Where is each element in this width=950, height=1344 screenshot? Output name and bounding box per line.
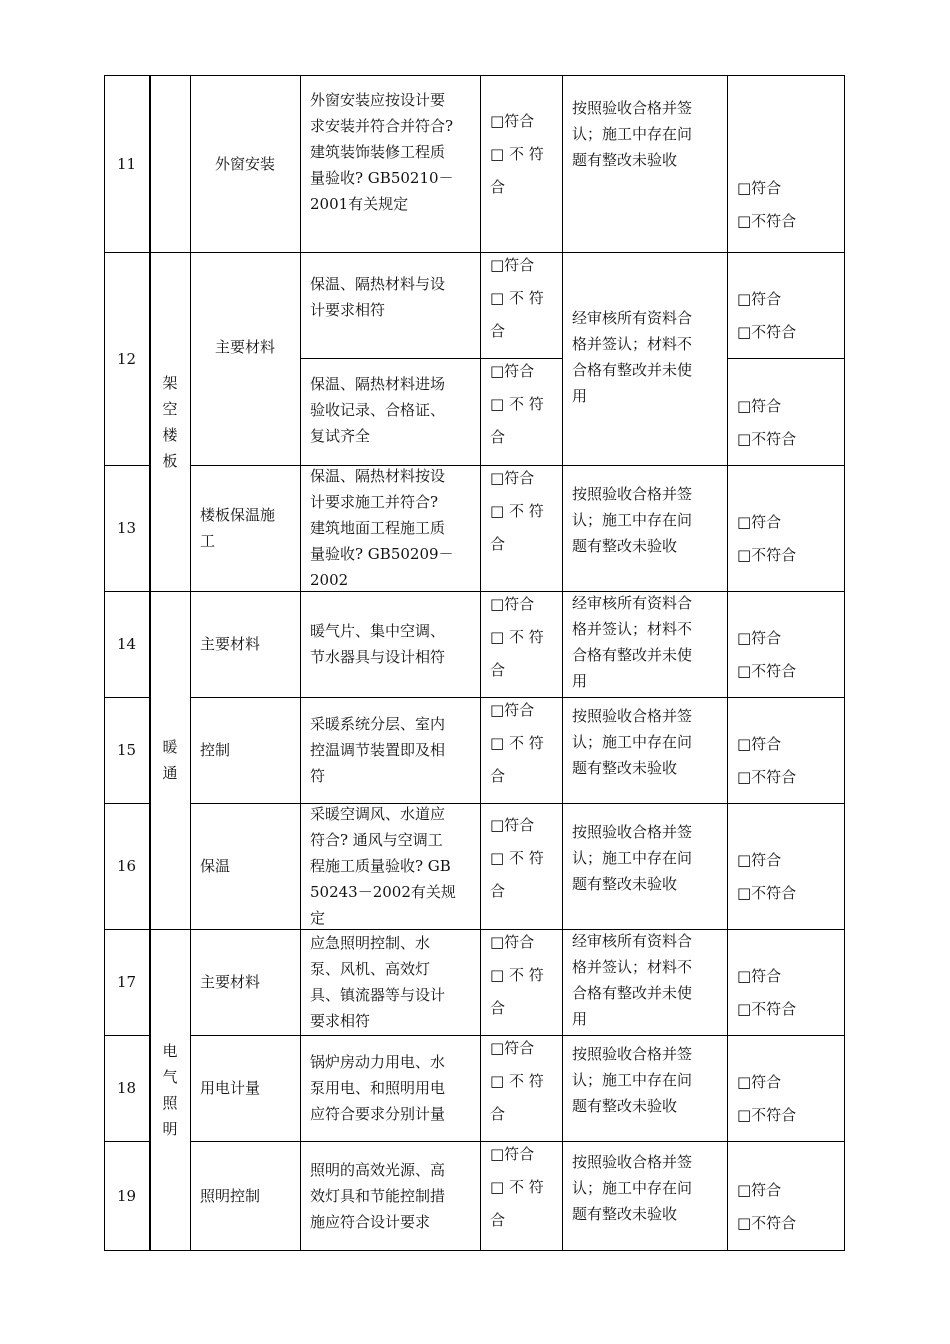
compliance-check-line: □符合 [490,112,535,130]
requirement-text [310,463,480,593]
group-label-roof [160,370,180,474]
requirement-text-line: 验收记录、合格证、 [310,401,446,419]
row-number-line: 19 [116,1187,137,1205]
requirement-text [310,711,480,789]
verification-text-line: 格并签认；材料不 [572,958,693,976]
row-number [104,969,149,995]
compliance-check-line: □符合 [490,1145,535,1163]
verification-text-line: 按照验收合格并签 [572,1153,693,1171]
item-name-line: 外窗安装 [214,155,275,173]
verification-text [572,1041,732,1119]
item-name [190,151,300,177]
verification-text [572,819,732,897]
requirement-text [310,618,480,670]
requirement-text-line: 泵用电、和照明用电 [310,1079,446,1097]
compliance-check [490,694,570,793]
row-number [104,1183,149,1209]
item-name [200,737,300,763]
requirement-text-line: 计要求相符 [310,301,386,319]
verification-text [572,928,732,1032]
grid-line [190,465,300,466]
compliance-check [490,588,570,687]
compliance-check [490,926,570,1025]
row-number-line: 17 [116,973,137,991]
compliance-check [490,1138,570,1237]
verification-text-line: 题有整改未验收 [572,759,678,777]
row-number-line: 13 [116,519,137,537]
result-check-line: □不符合 [737,1000,797,1018]
requirement-text-line: 照明的高效光源、高 [310,1161,446,1179]
compliance-check-line: □符合 [490,469,535,487]
row-number-line: 15 [116,741,137,759]
item-name-line: 主要材料 [214,338,275,356]
result-check [737,728,837,794]
requirement-text [310,371,480,449]
row-number-line: 12 [116,350,137,368]
compliance-check [490,809,570,908]
compliance-check-line: □ 不 符 [490,145,544,163]
requirement-text-line: 建筑地面工程施工质 [310,519,446,537]
result-check [737,390,837,456]
group-label-electric-line: 气 [162,1068,178,1086]
compliance-check-line: 合 [490,535,506,553]
row-number [104,1075,149,1101]
verification-text [572,703,732,781]
compliance-check-line: □符合 [490,701,535,719]
result-check [737,622,837,688]
result-check [737,172,837,238]
item-name [200,853,300,879]
result-check-line: □不符合 [737,546,797,564]
requirement-text-line: 2002 [310,571,349,589]
item-name-line: 用电计量 [200,1079,261,1097]
item-name-line: 保温 [200,857,231,875]
requirement-text-line: 求安装并符合并符合? [310,117,454,135]
result-check-line: □符合 [737,735,782,753]
item-name [200,1183,300,1209]
group-label-electric-line: 明 [162,1120,178,1138]
compliance-check-line: □符合 [490,256,535,274]
item-name-line: 工 [200,532,216,550]
verification-text-line: 用 [572,1010,588,1028]
requirement-text-line: 外窗安装应按设计要 [310,91,446,109]
verification-text-line: 认；施工中存在问 [572,733,693,751]
verification-text-line: 按照验收合格并签 [572,1045,693,1063]
item-name-line: 楼板保温施 [200,506,276,524]
compliance-check [490,1032,570,1131]
grid-line [104,1141,149,1142]
item-name-line: 主要材料 [200,635,261,653]
row-number-line: 11 [116,155,137,173]
result-check [737,1066,837,1132]
item-name [200,502,300,554]
requirement-text-line: 建筑装饰装修工程质 [310,143,446,161]
compliance-check-line: 合 [490,1105,506,1123]
verification-text-line: 认；施工中存在问 [572,1071,693,1089]
row-number [104,631,149,657]
verification-text-line: 题有整改未验收 [572,151,678,169]
verification-text-line: 按照验收合格并签 [572,99,693,117]
result-check-line: □不符合 [737,768,797,786]
grid-line [190,803,845,804]
requirement-text-line: 2001有关规定 [310,195,409,213]
result-check-line: □符合 [737,851,782,869]
requirement-text-line: 暖气片、集中空调、 [310,622,446,640]
verification-text [572,95,732,173]
item-name-line: 控制 [200,741,231,759]
requirement-text-line: 要求相符 [310,1012,371,1030]
result-check-line: □符合 [737,1073,782,1091]
verification-text-line: 认；施工中存在问 [572,849,693,867]
group-label-hvac-line: 暖 [162,738,178,756]
compliance-check-line: □ 不 符 [490,1072,544,1090]
compliance-check-line: □ 不 符 [490,966,544,984]
verification-text-line: 题有整改未验收 [572,537,678,555]
verification-text-line: 合格有整改并未使 [572,361,693,379]
compliance-check-line: □符合 [490,933,535,951]
requirement-text-line: 符 [310,767,326,785]
group-label-roof-line: 楼 [162,426,178,444]
group-label-electric [160,1038,180,1142]
result-check-line: □符合 [737,179,782,197]
result-check-line: □符合 [737,290,782,308]
requirement-text-line: 保温、隔热材料进场 [310,375,446,393]
result-check-line: □不符合 [737,1214,797,1232]
item-name [200,631,300,657]
compliance-check-line: 合 [490,1211,506,1229]
requirement-text-line: 计要求施工并符合? [310,493,439,511]
compliance-check [490,462,570,561]
result-check [737,1174,837,1240]
requirement-text [310,1049,480,1127]
verification-text-line: 格并签认；材料不 [572,620,693,638]
result-check-line: □符合 [737,967,782,985]
group-label-roof-line: 空 [162,400,178,418]
group-label-electric-line: 电 [162,1042,178,1060]
requirement-text [310,271,480,323]
verification-text-line: 按照验收合格并签 [572,485,693,503]
requirement-text-line: 定 [310,909,326,927]
compliance-check-line: □ 不 符 [490,628,544,646]
grid-line [727,358,845,359]
requirement-text-line: 保温、隔热材料与设 [310,275,446,293]
requirement-text-line: 采暖系统分层、室内 [310,715,446,733]
grid-line [104,252,845,253]
compliance-check-line: 合 [490,178,506,196]
requirement-text-line: 具、镇流器等与设计 [310,986,446,1004]
verification-text [572,590,732,694]
item-name-line: 主要材料 [200,973,261,991]
verification-text [572,305,732,409]
compliance-check-line: 合 [490,661,506,679]
grid-line [104,803,149,804]
compliance-check-line: 合 [490,999,506,1017]
verification-text-line: 按照验收合格并签 [572,823,693,841]
compliance-check-line: 合 [490,882,506,900]
requirement-text-line: 程施工质量验收? GB [310,857,451,875]
compliance-check-line: □ 不 符 [490,734,544,752]
verification-text-line: 按照验收合格并签 [572,707,693,725]
row-number [104,737,149,763]
requirement-text-line: 应符合要求分别计量 [310,1105,446,1123]
verification-text-line: 合格有整改并未使 [572,984,693,1002]
verification-text-line: 题有整改未验收 [572,875,678,893]
compliance-check-line: □ 不 符 [490,395,544,413]
requirement-text-line: 符合? 通风与空调工 [310,831,443,849]
row-number [104,515,149,541]
requirement-text-line: 施应符合设计要求 [310,1213,431,1231]
verification-text-line: 认；施工中存在问 [572,125,693,143]
row-number [104,151,149,177]
compliance-check [490,105,570,204]
requirement-text-line: 量验收? GB50209－ [310,545,454,563]
requirement-text [310,801,480,931]
requirement-text-line: 保温、隔热材料按设 [310,467,446,485]
grid-line [104,697,149,698]
verification-text-line: 经审核所有资料合 [572,309,693,327]
grid-line [104,1035,149,1036]
result-check-line: □符合 [737,1181,782,1199]
compliance-check-line: □ 不 符 [490,289,544,307]
result-check [737,844,837,910]
result-check-line: □符合 [737,629,782,647]
verification-text-line: 经审核所有资料合 [572,932,693,950]
item-name [200,1075,300,1101]
compliance-check [490,249,570,348]
verification-text-line: 题有整改未验收 [572,1097,678,1115]
row-number-line: 14 [116,635,137,653]
verification-text-line: 认；施工中存在问 [572,511,693,529]
compliance-check [490,355,570,454]
requirement-text-line: 复试齐全 [310,427,371,445]
compliance-check-line: □符合 [490,816,535,834]
verification-text-line: 题有整改未验收 [572,1205,678,1223]
group-label-roof-line: 板 [162,452,178,470]
row-number-line: 16 [116,857,137,875]
requirement-text-line: 采暖空调风、水道应 [310,805,446,823]
row-number-line: 18 [116,1079,137,1097]
requirement-text-line: 50243－2002有关规 [310,883,456,901]
requirement-text-line: 锅炉房动力用电、水 [310,1053,446,1071]
verification-text-line: 用 [572,387,588,405]
row-number [104,346,149,372]
requirement-text-line: 效灯具和节能控制措 [310,1187,446,1205]
result-check-line: □不符合 [737,662,797,680]
item-name [190,334,300,360]
requirement-text-line: 节水器具与设计相符 [310,648,446,666]
result-check [737,283,837,349]
item-name-line: 照明控制 [200,1187,261,1205]
row-number [104,853,149,879]
result-check-line: □不符合 [737,430,797,448]
compliance-check-line: □符合 [490,1039,535,1057]
result-check [737,960,837,1026]
verification-text-line: 经审核所有资料合 [572,594,693,612]
verification-text-line: 格并签认；材料不 [572,335,693,353]
grid-line [104,465,149,466]
requirement-text-line: 量验收? GB50210－ [310,169,454,187]
requirement-text-line: 控温调节装置即及相 [310,741,446,759]
requirement-text [310,87,480,217]
compliance-check-line: 合 [490,428,506,446]
requirement-text [310,1157,480,1235]
result-check-line: □不符合 [737,212,797,230]
result-check [737,506,837,572]
group-label-electric-line: 照 [162,1094,178,1112]
compliance-check-line: □符合 [490,362,535,380]
verification-text-line: 用 [572,672,588,690]
compliance-check-line: 合 [490,322,506,340]
verification-text [572,481,732,559]
verification-text [572,1149,732,1227]
verification-text-line: 认；施工中存在问 [572,1179,693,1197]
requirement-text [310,930,480,1034]
result-check-line: □符合 [737,397,782,415]
result-check-line: □不符合 [737,1106,797,1124]
result-check-line: □不符合 [737,323,797,341]
verification-text-line: 合格有整改并未使 [572,646,693,664]
result-check-line: □符合 [737,513,782,531]
group-label-roof-line: 架 [162,374,178,392]
requirement-text-line: 应急照明控制、水 [310,934,431,952]
result-check-line: □不符合 [737,884,797,902]
compliance-check-line: □ 不 符 [490,849,544,867]
item-name [200,969,300,995]
requirement-text-line: 泵、风机、高效灯 [310,960,431,978]
group-label-hvac [160,734,180,786]
compliance-check-line: 合 [490,767,506,785]
compliance-check-line: □ 不 符 [490,1178,544,1196]
compliance-check-line: □ 不 符 [490,502,544,520]
group-label-hvac-line: 通 [162,764,178,782]
compliance-check-line: □符合 [490,595,535,613]
